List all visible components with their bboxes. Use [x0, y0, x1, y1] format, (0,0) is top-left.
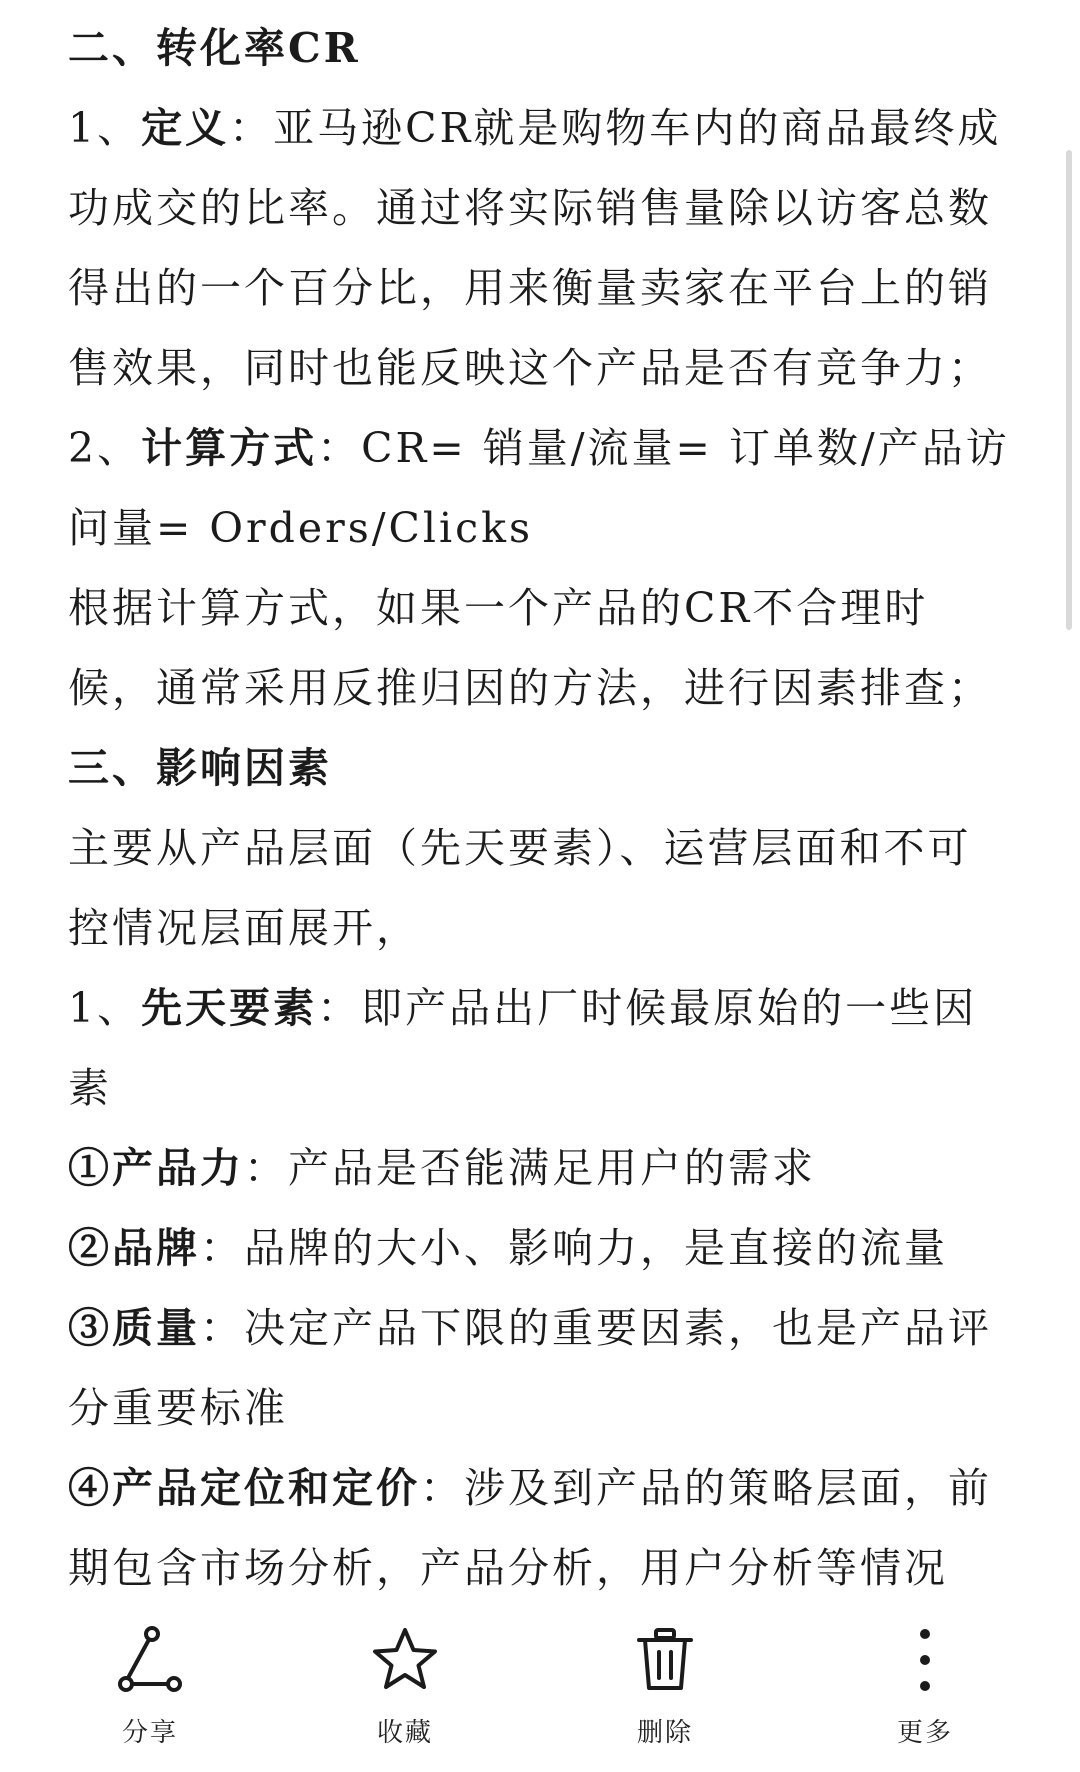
definition-number: 1、 [68, 104, 142, 152]
innate-factors-line-1 [68, 968, 1023, 1048]
favorite-label: 收藏 [376, 1718, 433, 1748]
share-icon [114, 1624, 186, 1696]
delete-button[interactable] [585, 1624, 745, 1749]
scrollbar[interactable] [1066, 150, 1072, 630]
calculation-line-1 [68, 408, 1023, 488]
item-2-label: ②品牌 [68, 1224, 200, 1272]
definition-line-1 [68, 88, 1023, 168]
item-1-text: 产品是否能满足用户的需求 [288, 1144, 816, 1192]
item-3-colon: ： [200, 1304, 244, 1352]
share-button[interactable] [70, 1624, 230, 1749]
item-4-line-1 [68, 1448, 1023, 1528]
item-2-colon: ： [200, 1224, 244, 1272]
delete-label: 删除 [636, 1718, 693, 1748]
item-2-line [68, 1208, 1023, 1288]
innate-number: 1、 [68, 984, 142, 1032]
star-icon [369, 1624, 441, 1696]
trash-icon [629, 1624, 701, 1696]
innate-label: 先天要素 [141, 984, 318, 1032]
item-4-label: ④产品定位和定价 [68, 1464, 420, 1512]
more-button[interactable] [845, 1624, 1005, 1749]
innate-colon: ： [317, 984, 362, 1032]
calculation-colon: ： [317, 424, 362, 472]
item-4-colon: ： [420, 1464, 464, 1512]
definition-label: 定义 [141, 104, 230, 152]
definition-text: 亚马逊CR就是购物车内的商品最终成 [273, 104, 1002, 152]
definition-line-3: 得出的一个百分比，用来衡量卖家在平台上的销 [68, 264, 992, 312]
article-content[interactable] [68, 8, 1023, 1608]
paragraph-line-4: 控情况层面展开， [68, 904, 420, 952]
item-3-line-1 [68, 1288, 1023, 1368]
definition-colon: ： [229, 104, 274, 152]
innate-text: 即产品出厂时候最原始的一些因 [361, 984, 978, 1032]
item-1-line [68, 1128, 1023, 1208]
item-2-text: 品牌的大小、影响力，是直接的流量 [244, 1224, 948, 1272]
item-3-text: 决定产品下限的重要因素，也是产品评 [244, 1304, 992, 1352]
item-3-line-2: 分重要标准 [68, 1384, 288, 1432]
favorite-button[interactable] [325, 1624, 485, 1749]
paragraph-line-1: 根据计算方式，如果一个产品的CR不合理时 [68, 584, 929, 632]
definition-line-2: 功成交的比率。通过将实际销售量除以访客总数 [68, 184, 992, 232]
share-label: 分享 [121, 1718, 178, 1748]
calculation-formula: CR= 销量/流量= 订单数/产品访 [361, 424, 1010, 472]
item-3-label: ③质量 [68, 1304, 200, 1352]
paragraph-line-2: 候，通常采用反推归因的方法，进行因素排查； [68, 664, 992, 712]
calculation-label: 计算方式 [141, 424, 318, 472]
item-4-text: 涉及到产品的策略层面，前 [464, 1464, 992, 1512]
section-3-heading: 三、影响因素 [68, 744, 332, 792]
item-1-colon: ： [244, 1144, 288, 1192]
innate-factors-line-2: 素 [68, 1064, 112, 1112]
calculation-number: 2、 [68, 424, 142, 472]
definition-line-4: 售效果，同时也能反映这个产品是否有竞争力； [68, 344, 992, 392]
more-vertical-icon [889, 1624, 961, 1696]
calculation-line-2: 问量= Orders/Clicks [68, 504, 534, 552]
item-1-label: ①产品力 [68, 1144, 244, 1192]
item-4-line-2: 期包含市场分析，产品分析，用户分析等情况 [68, 1544, 948, 1592]
more-label: 更多 [896, 1718, 953, 1748]
paragraph-line-3: 主要从产品层面（先天要素）、运营层面和不可 [68, 824, 972, 872]
bottom-toolbar [0, 1600, 1080, 1772]
section-2-heading: 二、转化率CR [68, 24, 361, 72]
